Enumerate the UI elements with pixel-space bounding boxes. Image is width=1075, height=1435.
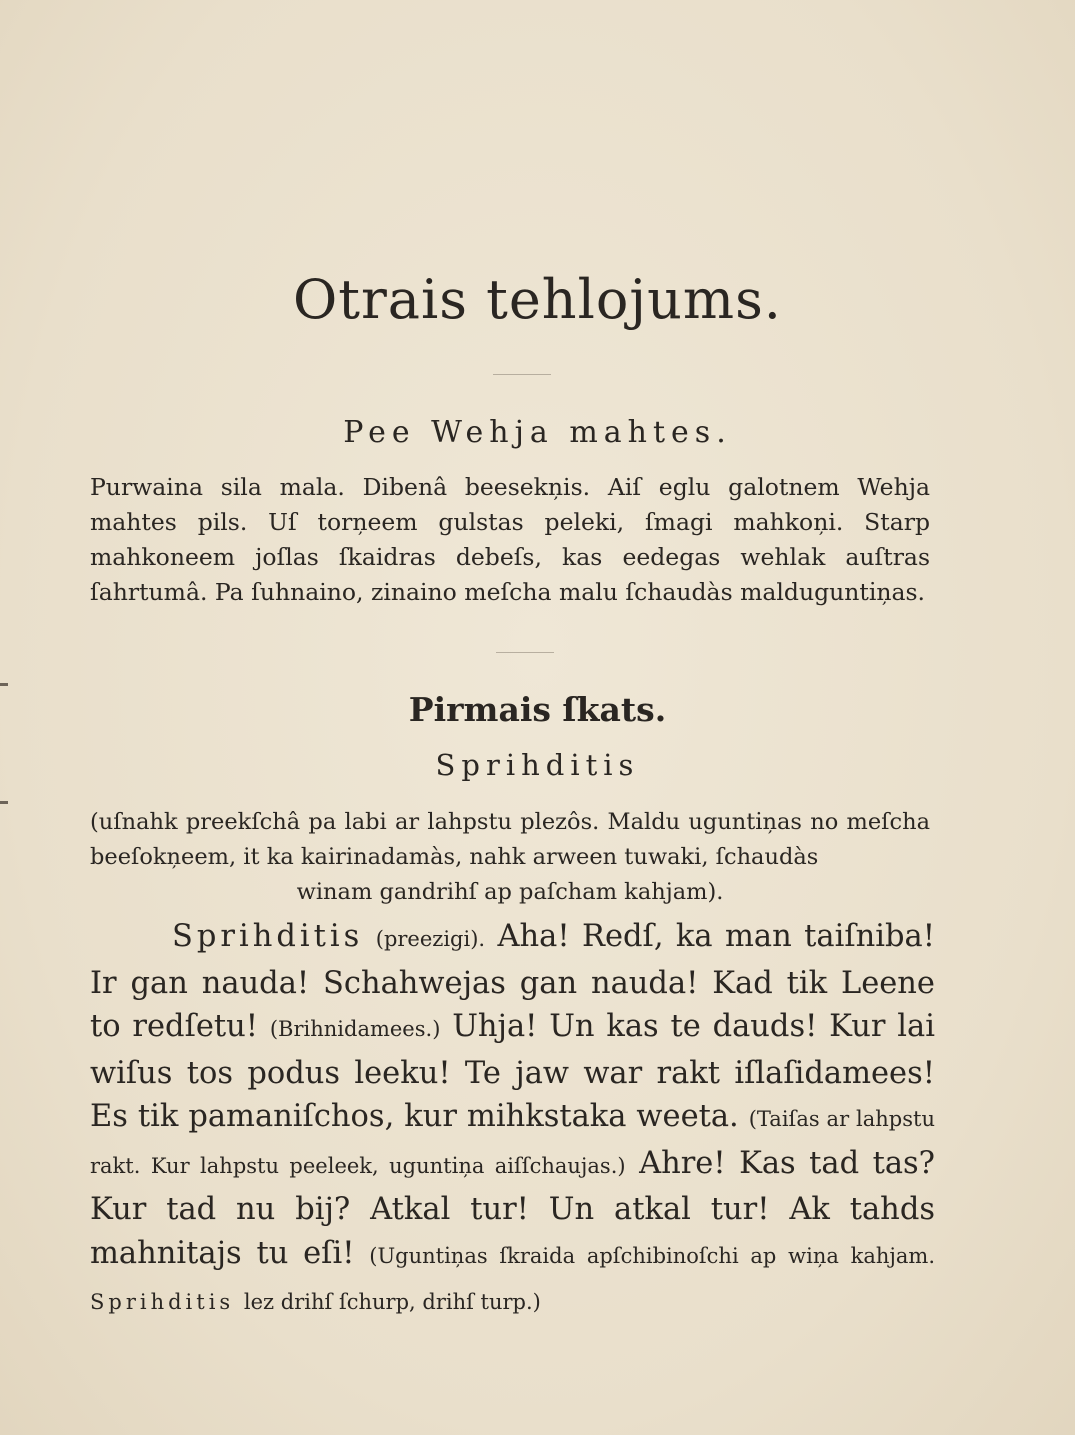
stage-direction-text: (uſnahk preekſchâ pa labi ar lahpstu plezôs. Maldu ugunti̇ņas no meſcha beeſokņeem, it ka kairinadamàs, nahk arween tuwaki, ſchaudàs [90, 809, 930, 870]
dialogue-line: Aha! Redſ, ka man taiſniba! Ir gan nauda! Schahwejas gan nauda! Kad tik Leene to redſetu! [90, 919, 935, 1044]
stage-aside: (Brihnidamees.) [269, 1017, 441, 1041]
dialogue-block [90, 915, 935, 1325]
divider [496, 652, 554, 653]
page-title: Otrais tehlojums. [293, 268, 782, 331]
character-heading: Sprihditis [435, 748, 640, 782]
dialogue-line: Uhja! Un kas te dauds! Kur lai wiſus tos podus leeku! Te jaw war rakt iſlaſidamees! Es tik pamaniſchos, kur mihkstaka weeta. [90, 1009, 935, 1134]
stage-aside: (Taiſas ar lahpstu rakt. Kur lahpstu peeleek, ugunti̇ņa aiſſchaujas.) [90, 1107, 935, 1178]
stage-aside: (preezigi). [375, 927, 486, 951]
stage-aside: (Ugunti̇ņas ſkraida apſchibinoſchi ap wiņa kahjam. [369, 1243, 935, 1268]
divider [493, 374, 551, 375]
scene-description: Purwaina sila mala. Dibenâ beesekņis. Aiſ eglu galotnem Wehja mahtes pils. Uſ torņeem gulstas peleki, ſmagi mahkoņi. Starp mahkoneem joſlas ſkaidras debeſs, kas eedegas wehlak auſtras ſahrtumâ. Pa ſuhnaino, zinaino meſcha malu ſchaudàs maldugunti̇ņas. [90, 473, 930, 606]
page-edge-mark [0, 801, 8, 804]
stage-direction [90, 805, 930, 910]
speaker-name: Sprihditis [90, 1290, 235, 1314]
dialogue-line: Ahre! Kas tad tas? Kur tad nu bij? Atkal tur! Un atkal tur! Ak tahds mahnitajs tu eſi! [90, 1145, 936, 1271]
stage-aside: lez drihſ ſchurp, drihſ turp.) [243, 1290, 541, 1314]
speaker-name: Sprihditis [172, 919, 364, 954]
page-edge-mark [0, 683, 8, 686]
scene-heading: Pee Wehja mahtes. [343, 415, 732, 450]
act-heading: Pirmais ſkats. [408, 690, 667, 729]
stage-direction-last-line: winam gandrihſ ap paſcham kahjam). [296, 879, 724, 905]
